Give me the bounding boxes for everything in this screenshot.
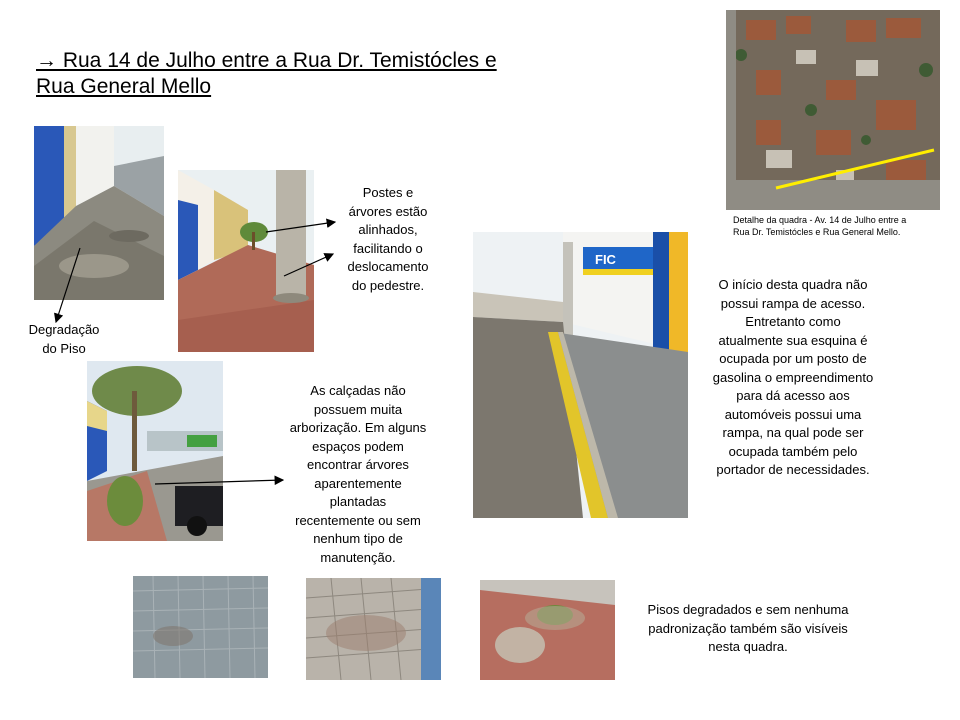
photo-floor-3 — [480, 580, 615, 680]
photo-sidewalk-tree — [87, 361, 223, 541]
photo-poles-trees — [178, 170, 314, 352]
page-title: → Rua 14 de Julho entre a Rua Dr. Temistócles e Rua General Mello — [36, 49, 497, 98]
caption-degradacao: Degradação do Piso — [28, 322, 100, 356]
aerial-map — [726, 10, 940, 210]
caption-postes: Postes e árvores estão alinhados, facilitando o deslocamento do pedestre. — [347, 185, 429, 293]
photo-gas-station-corner — [473, 232, 688, 518]
gas-station-sign: FIC — [595, 252, 616, 267]
caption-calcadas: As calçadas não possuem muita arborização. Em alguns espaços podem encontrar árvores aparentemente plantadas recentemente ou sem nenhum tipo de manutenção. — [289, 383, 427, 565]
map-caption: Detalhe da quadra - Av. 14 de Julho entre a Rua Dr. Temistócles e Rua General Mello. — [733, 215, 907, 237]
photo-degraded-sidewalk — [34, 126, 164, 300]
photo-floor-2 — [306, 578, 441, 680]
caption-inicio: O início desta quadra não possui rampa de acesso. Entretanto como atualmente sua esquina é ocupada por um posto de gasolina o empreendimento para dá acesso aos automóveis possui uma rampa, na qual pode ser ocupada também pelo portador de necessidades. — [712, 277, 874, 477]
photo-floor-1 — [133, 576, 268, 678]
caption-pisos: Pisos degradados e sem nenhuma padronização também são visíveis nesta quadra. — [647, 602, 849, 654]
arrow-icon: → — [36, 49, 57, 72]
